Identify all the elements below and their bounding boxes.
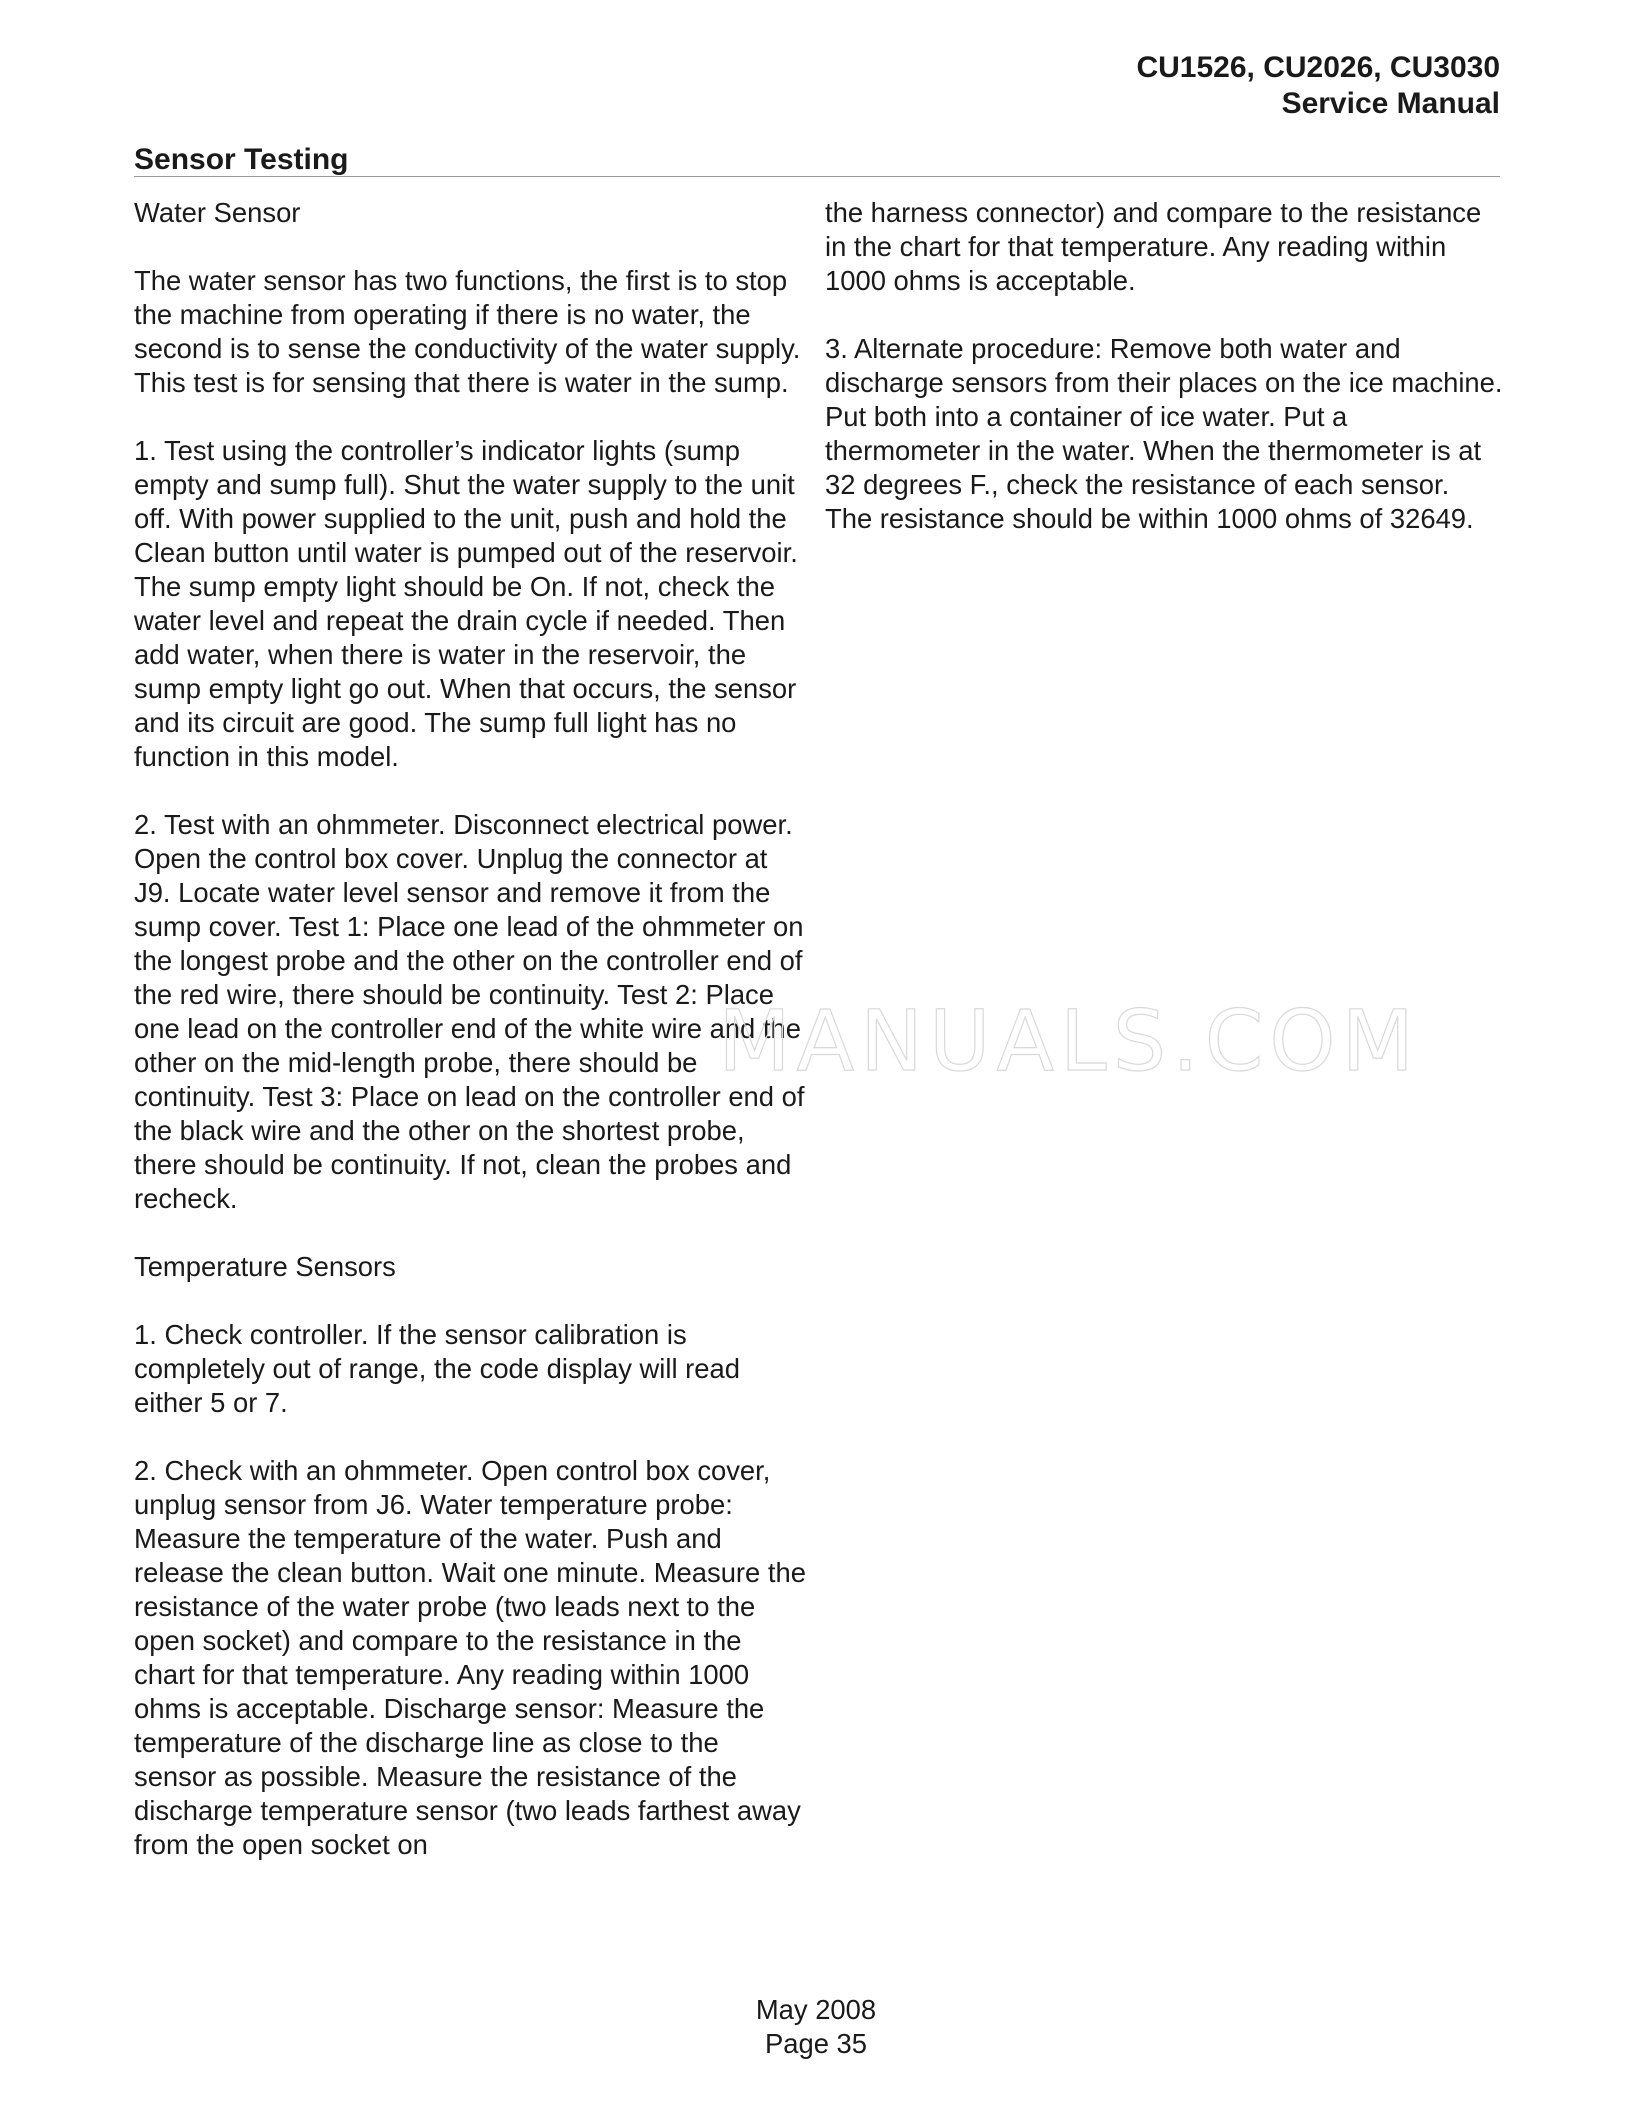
page-footer	[0, 1993, 1632, 2061]
paragraph-water-sensor-intro: The water sensor has two functions, the first is to stop the machine from operating if there is no water, the second is to sense the conductivity of the water supply. This test is for sensing that there is water in the sump.	[134, 265, 801, 398]
paragraph-indicator-light-test: 1. Test using the controller’s indicator lights (sump empty and sump full). Shut the water supply to the unit off. With power supplied to the unit, push and hold the Clean button until water is pumped out of the reservoir. The sump empty light should be On. If not, check the water level and repeat the drain cycle if needed. Then add water, when there is water in the reservoir, the sump empty light go out. When that occurs, the sensor and its circuit are good. The sump full light has no function in this model.	[134, 435, 798, 772]
section-divider	[134, 176, 1500, 177]
subheading-water-sensor: Water Sensor	[134, 197, 301, 228]
header-models: CU1526, CU2026, CU3030	[1136, 51, 1500, 84]
subheading-temperature-sensors: Temperature Sensors	[134, 1251, 396, 1282]
paragraph-ohmmeter-test: 2. Test with an ohmmeter. Disconnect electrical power. Open the control box cover. Unplug the connector at J9. Locate water level sensor and remove it from the sump cover. Test 1: Place one lead of the ohmmeter on the longest probe and the other on the controller end of the red wire, there should be continuity. Test 2: Place one lead on the controller end of the white wire and the other on the mid-length probe, there should be continuity. Test 3: Place on lead on the controller end of the black wire and the other on the shortest probe, there should be continuity. If not, clean the probes and recheck.	[134, 809, 805, 1214]
paragraph-check-ohmmeter: 2. Check with an ohmmeter. Open control box cover, unplug sensor from J6. Water temperature probe: Measure the temperature of the water. Push and release the clean button. Wait one minute. Measure the resistance of the water probe (two leads next to the open socket) and compare to the resistance in the chart for that temperature. Any reading within 1000 ohms is acceptable. Discharge sensor: Measure the temperature of the discharge line as close to the sensor as possible. Measure the resistance of the discharge temperature sensor (two leads farthest away from the open socket on	[134, 1455, 806, 1860]
paragraph-harness-continued: the harness connector) and compare to the resistance in the chart for that temperature. Any reading within 1000 ohms is acceptable.	[825, 197, 1482, 296]
footer-date: May 2008	[755, 1994, 877, 2025]
watermark: MANUALS.COM	[718, 992, 1420, 1090]
paragraph-check-controller: 1. Check controller. If the sensor calibration is completely out of range, the code display will read either 5 or 7.	[134, 1319, 740, 1418]
paragraph-alternate-procedure: 3. Alternate procedure: Remove both water and discharge sensors from their places on the ice machine. Put both into a container of ice water. Put a thermometer in the water. When the thermometer is at 32 degrees F., check the resistance of each sensor. The resistance should be within 1000 ohms of 32649.	[825, 333, 1503, 534]
footer-page-number: Page 35	[764, 2028, 868, 2059]
document-header	[1136, 50, 1500, 122]
section-title: Sensor Testing	[134, 143, 349, 176]
right-column	[825, 196, 1503, 536]
header-subtitle: Service Manual	[1281, 87, 1500, 120]
left-column	[134, 196, 806, 1862]
